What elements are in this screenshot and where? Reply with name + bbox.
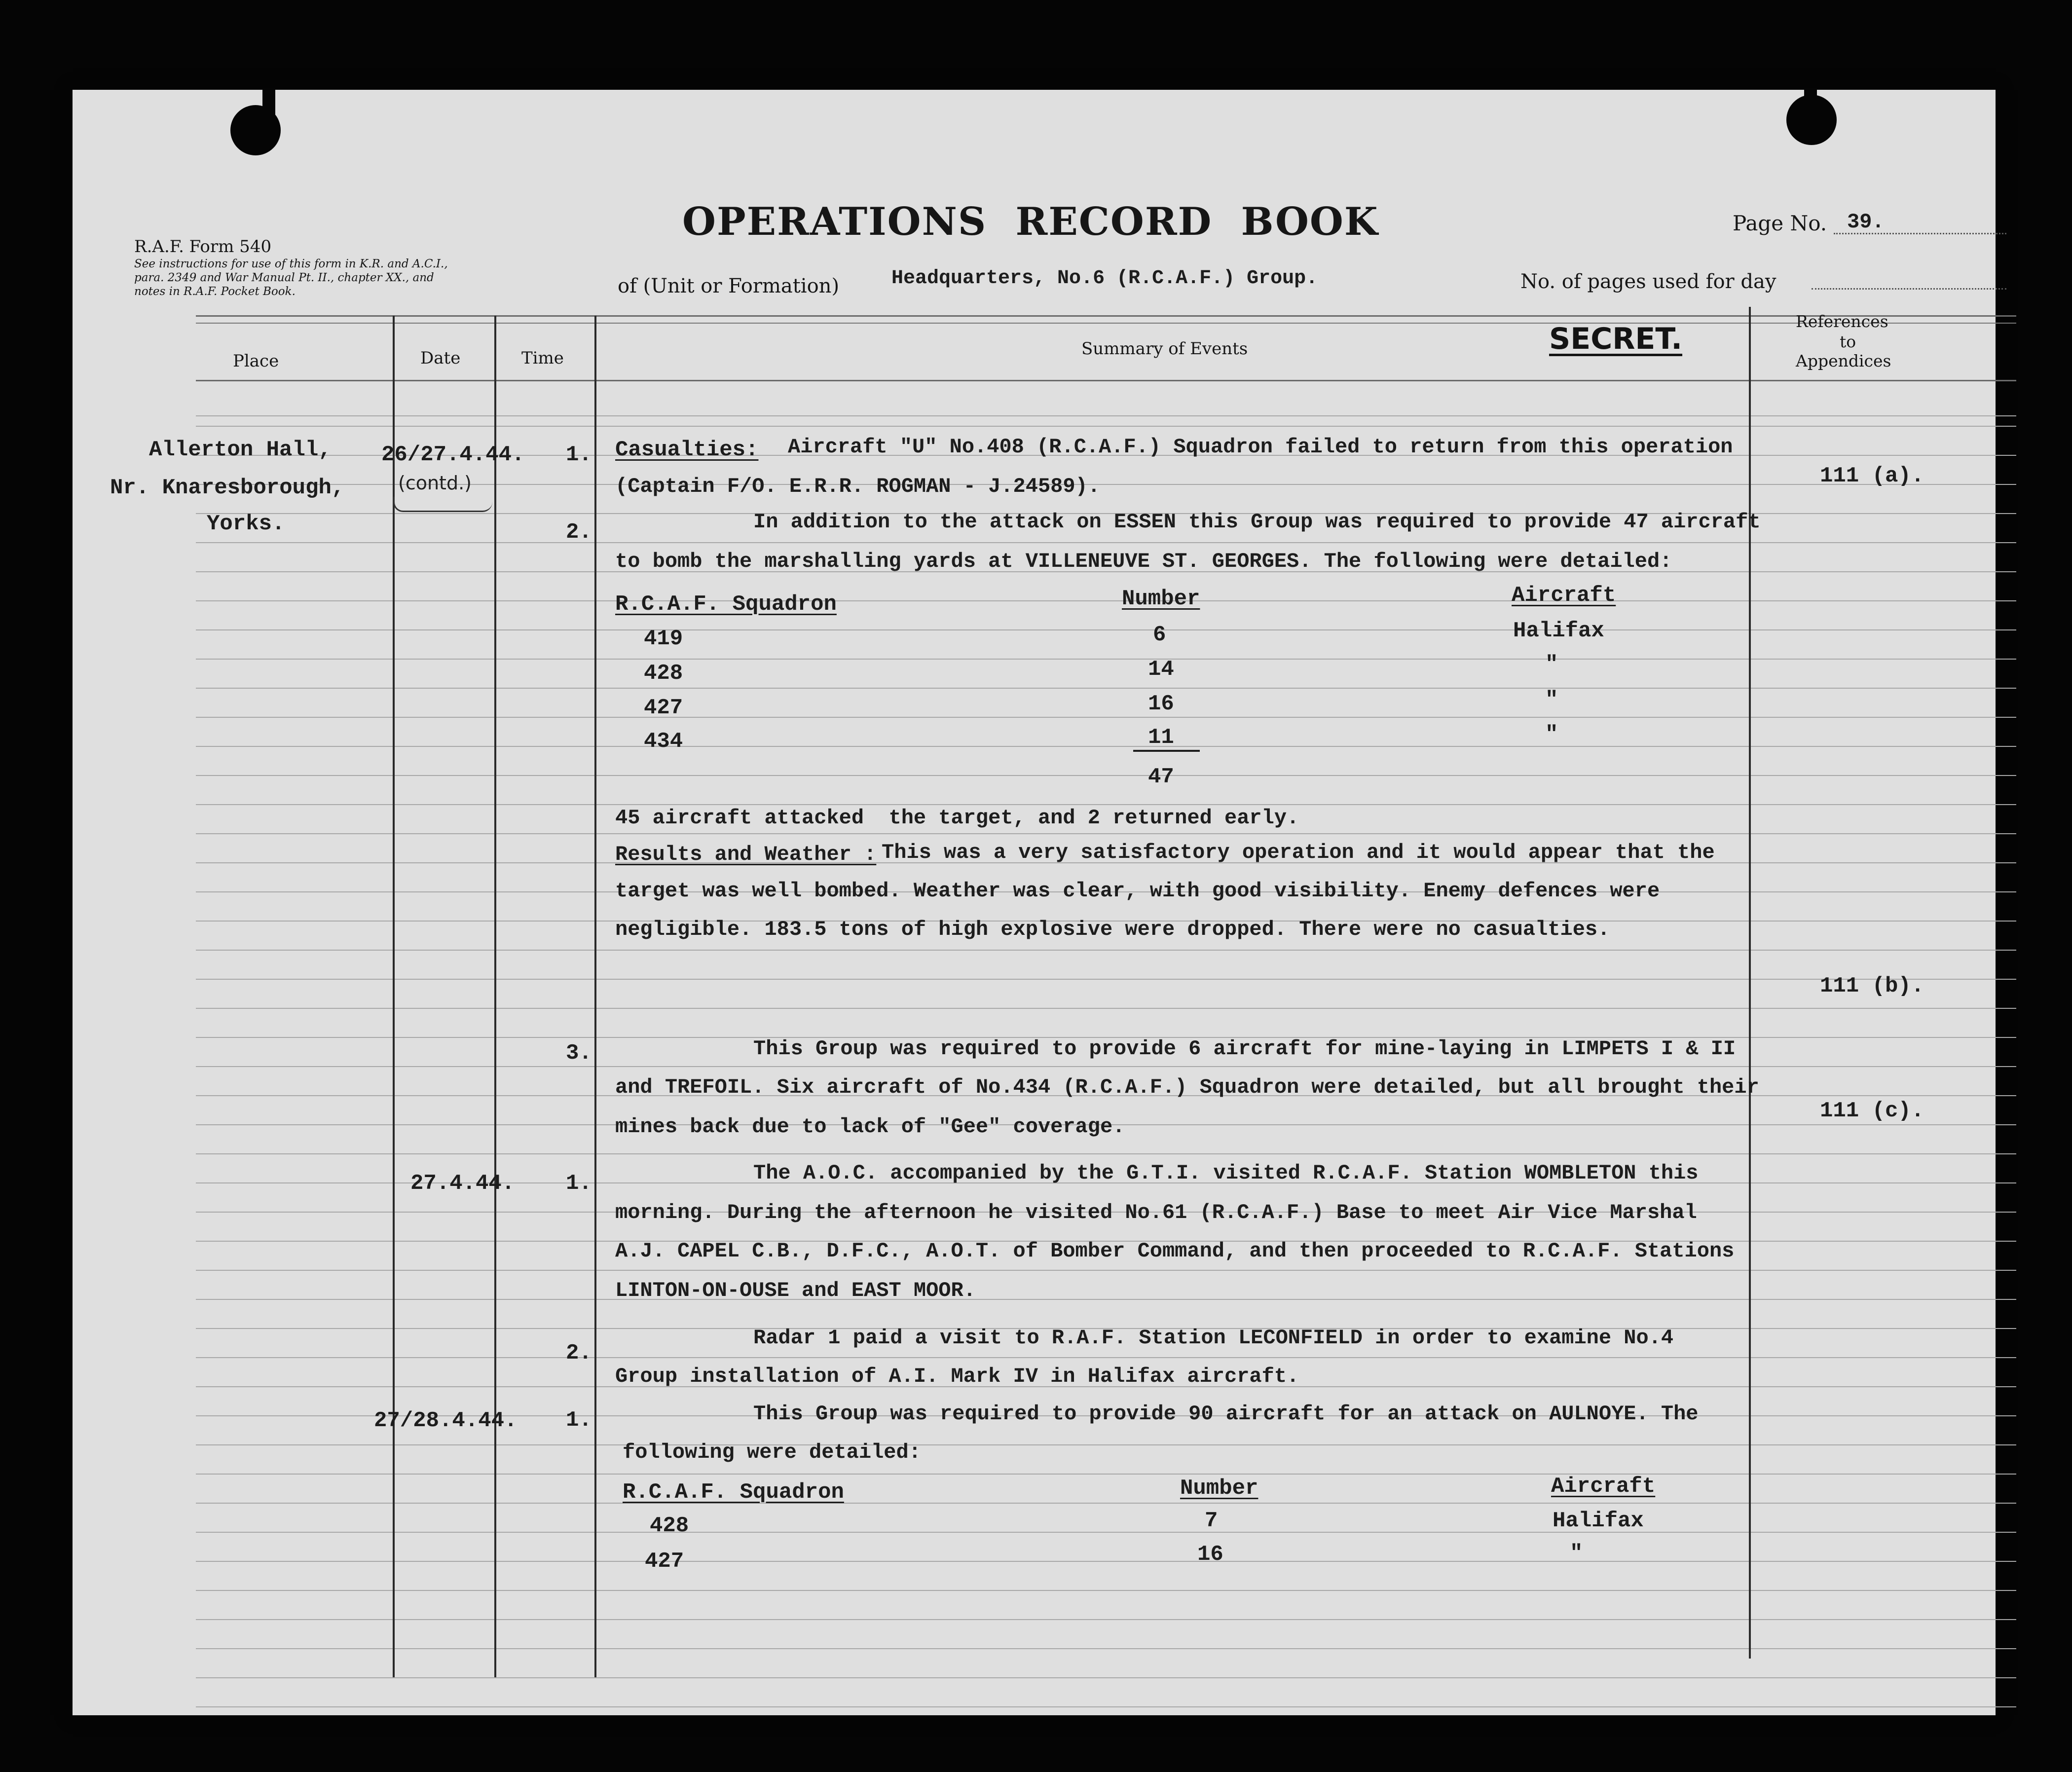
time-summary-divider xyxy=(594,316,596,1677)
header-bottom-rule xyxy=(196,380,2016,381)
radar-visit-line-2: Group installation of A.I. Mark IV in Halifax aircraft. xyxy=(615,1365,1299,1388)
aoc-visit-line-2: morning. During the afternoon he visited No.61 (R.C.A.F.) Base to meet Air Vice Marshal xyxy=(615,1201,1697,1224)
table1-row2-number: 14 xyxy=(1148,657,1174,682)
table1-row2-aircraft: " xyxy=(1545,652,1558,677)
table1-row3-aircraft: " xyxy=(1545,688,1558,712)
table1-row4-number: 11 xyxy=(1148,725,1174,750)
form-instructions-line-1: See instructions for use of this form in K.R. and A.C.I., xyxy=(134,258,448,270)
minelaying-line-3: mines back due to lack of "Gee" coverage. xyxy=(615,1115,1125,1139)
place-line-2: Nr. Knaresborough, xyxy=(110,476,345,500)
aoc-visit-line-3: A.J. CAPEL C.B., D.F.C., A.O.T. of Bomber Command, and then proceeded to R.C.A.F. Stations xyxy=(615,1239,1735,1263)
time-entry-3: 3. xyxy=(566,1041,592,1066)
contd-bracket xyxy=(393,497,492,512)
table2-header-aircraft: Aircraft xyxy=(1551,1474,1656,1499)
date-entry-1: 26/27.4.44. xyxy=(381,443,525,467)
date-time-divider xyxy=(494,316,496,1677)
aoc-visit-line-1: The A.O.C. accompanied by the G.T.I. visited R.C.A.F. Station WOMBLETON this xyxy=(753,1161,1699,1185)
column-header-references: References xyxy=(1796,312,1888,331)
table1-row3-number: 16 xyxy=(1148,692,1174,716)
column-header-references-to: to xyxy=(1840,332,1856,351)
place-date-divider xyxy=(393,316,395,1677)
results-line-3: negligible. 183.5 tons of high explosive were dropped. There were no casualties. xyxy=(615,918,1610,941)
table1-header-number: Number xyxy=(1122,587,1200,611)
results-line-2: target was well bombed. Weather was clear, with good visibility. Enemy defences were xyxy=(615,879,1660,903)
table1-header-aircraft: Aircraft xyxy=(1512,583,1616,608)
column-header-date: Date xyxy=(420,348,461,368)
table1-row4-aircraft: " xyxy=(1545,722,1558,747)
villeneuve-para-line-1: In addition to the attack on ESSEN this Group was required to provide 47 aircraft xyxy=(753,510,1761,534)
place-line-1: Allerton Hall, xyxy=(149,438,332,462)
unit-label: of (Unit or Formation) xyxy=(618,275,840,297)
minelaying-line-1: This Group was required to provide 6 aircraft for mine-laying in LIMPETS I & II xyxy=(753,1037,1736,1061)
header-top-rule xyxy=(196,315,2016,317)
table2-row1-squadron: 428 xyxy=(650,1514,689,1538)
date-entry-1-continued: (contd.) xyxy=(398,472,472,494)
form-instructions-line-2: para. 2349 and War Manual Pt. II., chapter XX., and xyxy=(134,271,434,284)
casualties-text: Aircraft "U" No.408 (R.C.A.F.) Squadron failed to return from this operation xyxy=(788,435,1733,459)
table2-row2-squadron: 427 xyxy=(645,1549,684,1574)
villeneuve-para-line-2: to bomb the marshalling yards at VILLENEUVE ST. GEORGES. The following were detailed: xyxy=(615,550,1672,573)
time-entry-5: 2. xyxy=(566,1341,592,1366)
form-instructions-line-3: notes in R.A.F. Pocket Book. xyxy=(134,285,296,298)
table2-header-squadron: R.C.A.F. Squadron xyxy=(623,1480,844,1505)
record-sheet xyxy=(73,90,1996,1715)
reference-1: 111 (a). xyxy=(1820,464,1924,488)
table1-row1-number: 6 xyxy=(1153,623,1166,647)
table1-total: 47 xyxy=(1148,765,1174,789)
results-weather-label: Results and Weather : xyxy=(615,843,877,866)
reference-3: 111 (c). xyxy=(1820,1099,1924,1123)
time-entry-2: 2. xyxy=(566,520,592,545)
column-header-appendices: Appendices xyxy=(1796,351,1891,370)
table2-row1-number: 7 xyxy=(1205,1509,1218,1533)
column-header-place: Place xyxy=(233,351,279,371)
table1-total-rule xyxy=(1133,750,1200,752)
form-number: R.A.F. Form 540 xyxy=(134,237,272,257)
document-title: OPERATIONS RECORD BOOK xyxy=(682,199,1379,244)
aulnoye-line-1: This Group was required to provide 90 aircraft for an attack on AULNOYE. The xyxy=(753,1402,1699,1426)
punch-hole-right xyxy=(1786,95,1837,145)
column-header-time: Time xyxy=(521,348,564,368)
page-number-value: 39. xyxy=(1847,210,1885,234)
table1-row3-squadron: 427 xyxy=(644,696,683,720)
table1-row4-squadron: 434 xyxy=(644,729,683,754)
date-entry-3: 27/28.4.44. xyxy=(374,1408,518,1433)
aoc-visit-line-4: LINTON-ON-OUSE and EAST MOOR. xyxy=(615,1279,976,1302)
secret-stamp: SECRET. xyxy=(1549,322,1683,356)
radar-visit-line-1: Radar 1 paid a visit to R.A.F. Station LECONFIELD in order to examine No.4 xyxy=(753,1326,1674,1350)
time-entry-6: 1. xyxy=(566,1408,592,1433)
casualties-label: Casualties: xyxy=(615,438,759,462)
table2-row2-number: 16 xyxy=(1197,1542,1223,1567)
casualties-captain: (Captain F/O. E.R.R. ROGMAN - J.24589). xyxy=(615,475,1100,498)
summary-refs-divider xyxy=(1749,307,1751,1659)
attack-result-line: 45 aircraft attacked the target, and 2 returned early. xyxy=(615,806,1299,830)
minelaying-line-2: and TREFOIL. Six aircraft of No.434 (R.C.A.F.) Squadron were detailed, but all brought their xyxy=(615,1075,1759,1099)
table2-row1-aircraft: Halifax xyxy=(1553,1509,1644,1533)
results-line-1: This was a very satisfactory operation and it would appear that the xyxy=(882,841,1715,864)
table2-header-number: Number xyxy=(1180,1476,1258,1501)
aulnoye-line-2: following were detailed: xyxy=(623,1440,921,1464)
date-entry-2: 27.4.44. xyxy=(410,1171,515,1196)
page-number-label: Page No. xyxy=(1733,211,1827,235)
punch-hole-left xyxy=(230,105,281,155)
time-entry-1: 1. xyxy=(566,443,592,467)
pages-used-label: No. of pages used for day xyxy=(1520,270,1776,293)
table1-header-squadron: R.C.A.F. Squadron xyxy=(615,592,837,617)
place-line-3: Yorks. xyxy=(207,512,285,536)
time-entry-4: 1. xyxy=(566,1171,592,1196)
table1-row2-squadron: 428 xyxy=(644,661,683,686)
header-underline xyxy=(196,323,2016,324)
table2-row2-aircraft: " xyxy=(1570,1541,1583,1566)
column-header-summary: Summary of Events xyxy=(1081,339,1248,359)
unit-value: Headquarters, No.6 (R.C.A.F.) Group. xyxy=(891,267,1318,290)
table1-row1-aircraft: Halifax xyxy=(1513,619,1604,643)
reference-2: 111 (b). xyxy=(1820,974,1924,998)
table1-row1-squadron: 419 xyxy=(644,627,683,651)
